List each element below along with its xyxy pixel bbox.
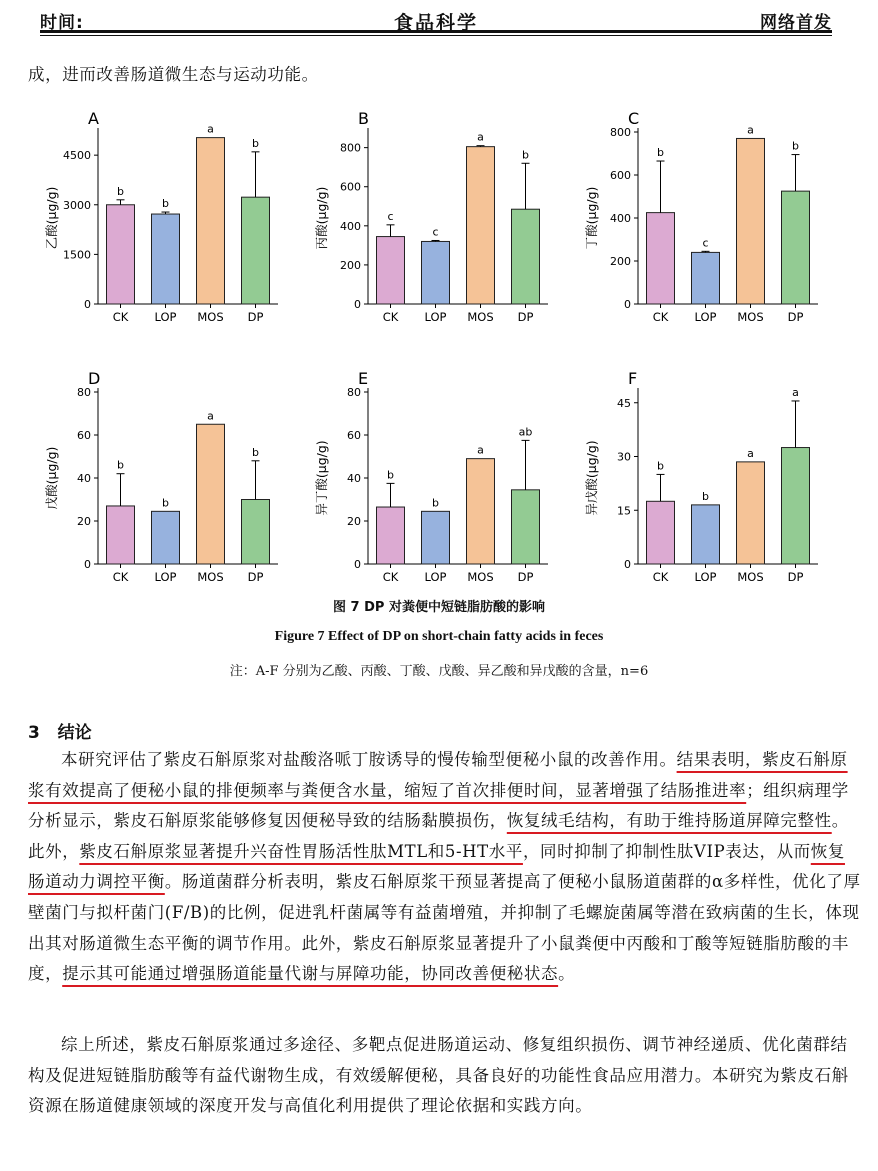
bar-lop [152,214,180,304]
x-tick-label: MOS [467,570,494,584]
y-tick-label: 0 [84,298,91,311]
p1-seg-9: 提示其可能通过增强肠道能量代谢与屏障功能，协同改善便秘状态 [62,964,559,984]
y-axis-label: 乙酸(μg/g) [44,186,59,250]
figure-note: 注：A-F 分别为乙酸、丙酸、丁酸、戊酸、异乙酸和异戊酸的含量，n=6 [229,664,649,679]
chart-c [580,110,830,325]
chart-b [310,110,560,325]
y-tick-label: 0 [624,558,631,571]
x-tick-label: MOS [737,570,764,584]
panel-letter: D [88,369,101,388]
y-tick-label: 20 [77,515,91,528]
significance-letter: b [387,468,394,482]
section-number: 3 [28,723,40,743]
header-online-first: 网络首发 [760,13,832,33]
x-tick-label: DP [517,310,534,324]
p1-seg-8: 。肠道菌群分析表明，紫皮石斛原浆干预显著提高了便秘小鼠肠道菌群的α多样性，优化了厚壁菌门与拟杆菌门(F/B)的比例，促进乳杆菌属等有益菌增殖，并抑制了毛螺旋菌属等潜在致病菌的生长，体现出其对肠道微生态平衡的调节作用。此外，紫皮石斛原浆显著提升了小鼠粪便中丙酸和丁酸等短链脂肪酸的丰度， [28,872,861,984]
p1-seg-1: 结果表明，紫皮石斛原浆有效提高了便秘小鼠的排便频率与粪便含水量，缩短了首次排便时间，显著增强了结肠推进率 [28,750,848,800]
journal-title: 食品科学 [393,12,479,34]
bar-lop [422,511,450,564]
section-heading [28,718,92,743]
y-axis-label: 异丁酸(μg/g) [314,440,329,516]
y-tick-label: 15 [617,504,631,518]
panel-letter: E [358,369,369,388]
significance-letter: b [162,496,169,510]
figure-panel-c [580,110,830,329]
panel-letter: C [628,109,640,128]
significance-letter: b [702,489,709,503]
y-tick-label: 600 [610,169,631,182]
significance-letter: a [207,409,214,423]
figure-panel-b [310,110,560,329]
bar-dp [782,191,810,304]
panel-letter: F [628,369,638,388]
significance-letter: c [702,236,709,250]
y-tick-label: 800 [610,126,631,139]
bar-mos [467,459,495,564]
x-tick-label: LOP [154,310,177,324]
y-tick-label: 0 [84,558,91,571]
y-tick-label: 60 [347,429,361,442]
x-tick-label: MOS [197,570,224,584]
panel-letter: B [358,109,369,128]
bar-dp [782,448,810,564]
significance-letter: c [387,209,394,223]
x-tick-label: MOS [197,310,224,324]
significance-letter: b [522,148,529,162]
p1-seg-2: ；组织病理学分析显示，紫皮石斛原浆能够修复因便秘导致的结肠黏膜损伤， [28,780,849,831]
x-tick-label: MOS [467,310,494,324]
x-tick-label: DP [247,310,264,324]
x-tick-label: LOP [694,570,717,584]
x-tick-label: LOP [424,310,447,324]
x-tick-label: CK [652,310,669,324]
significance-letter: b [117,184,124,198]
y-tick-label: 1500 [63,248,91,262]
y-axis-label: 丁酸(μg/g) [584,186,599,250]
significance-letter: b [657,459,664,473]
x-tick-label: CK [382,570,399,584]
x-tick-label: LOP [154,570,177,584]
y-tick-label: 80 [77,386,91,399]
bar-dp [242,197,270,304]
significance-letter: a [747,446,754,460]
y-axis-label: 异戊酸(μg/g) [584,440,599,516]
figure-panel-a [40,110,290,329]
significance-letter: a [477,130,484,144]
x-tick-label: DP [787,570,804,584]
y-tick-label: 0 [354,298,361,311]
bar-lop [422,241,450,304]
y-tick-label: 400 [610,212,631,225]
x-tick-label: LOP [424,570,447,584]
bar-dp [512,209,540,304]
bar-ck [647,213,675,304]
bar-ck [107,506,135,564]
bar-mos [467,147,495,304]
figure-caption-cn: 图 7 DP 对粪便中短链脂肪酸的影响 [333,600,545,615]
intro-line: 成，进而改善肠道微生态与运动功能。 [28,65,319,84]
y-tick-label: 60 [77,429,91,442]
y-tick-label: 20 [347,515,361,528]
p1-seg-10: 。 [558,964,576,984]
conclusion-paragraph-1 [28,745,862,990]
y-tick-label: 200 [610,255,631,268]
y-tick-label: 600 [340,180,361,194]
y-tick-label: 800 [340,141,361,155]
figure-panel-f [580,370,830,589]
x-tick-label: DP [787,310,804,324]
y-tick-label: 40 [347,472,361,485]
header-rule-thin [40,35,832,36]
p1-seg-5: 紫皮石斛原浆显著提升兴奋性胃肠活性肽MTL和5-HT水平 [79,841,523,861]
figure-caption-en: Figure 7 Effect of DP on short-chain fatty acids in feces [274,629,604,644]
y-tick-label: 80 [347,386,361,399]
bar-mos [197,138,225,304]
significance-letter: a [207,122,214,136]
x-tick-label: LOP [694,310,717,324]
figure-panel-e [310,370,560,589]
bar-mos [737,138,765,304]
significance-letter: a [792,385,799,399]
y-tick-label: 30 [617,450,631,464]
bar-dp [242,500,270,565]
significance-letter: b [252,136,259,150]
x-tick-label: DP [517,570,534,584]
conclusion-paragraph-2: 综上所述，紫皮石斛原浆通过多途径、多靶点促进肠道运动、修复组织损伤、调节神经递质、优化菌群结构及促进短链脂肪酸等有益代谢物生成，有效缓解便秘，具备良好的功能性食品应用潜力。本研究为紫皮石斛资源在肠道健康领域的深度开发与高值化利用提供了理论依据和实践方向。 [28,1035,849,1116]
y-tick-label: 3000 [63,198,91,212]
chart-d [40,370,290,585]
significance-letter: c [432,225,439,239]
p1-seg-0: 本研究评估了紫皮石斛原浆对盐酸洛哌丁胺诱导的慢传输型便秘小鼠的改善作用。 [61,750,677,769]
y-axis-label: 丙酸(μg/g) [314,186,329,250]
y-tick-label: 400 [340,219,361,233]
x-tick-label: CK [382,310,399,324]
bar-dp [512,490,540,564]
p1-seg-6: ，同时抑制了抑制性肽VIP表达，从而 [522,841,811,861]
bar-mos [197,424,225,564]
y-tick-label: 0 [354,558,361,571]
figure-panel-d [40,370,290,589]
x-tick-label: CK [112,310,129,324]
y-axis-label: 戊酸(μg/g) [44,446,59,510]
y-tick-label: 45 [617,396,631,410]
bar-ck [647,501,675,564]
bar-ck [377,507,405,564]
significance-letter: b [117,458,124,472]
chart-e [310,370,560,585]
chart-f [580,370,830,585]
header-rule-thick [40,30,832,33]
significance-letter: a [477,443,484,457]
significance-letter: b [792,139,799,153]
y-tick-label: 0 [624,298,631,311]
significance-letter: b [657,146,664,160]
bar-ck [107,205,135,304]
x-tick-label: MOS [737,310,764,324]
significance-letter: b [252,445,259,459]
panel-letter: A [88,109,99,128]
bar-lop [152,511,180,564]
bar-lop [692,505,720,564]
significance-letter: ab [518,425,533,439]
y-tick-label: 200 [340,258,361,272]
p1-seg-3: 恢复绒毛结构，有助于维持肠道屏障完整性 [506,811,832,831]
significance-letter: b [162,197,169,211]
section-title: 结论 [57,723,92,743]
bar-mos [737,462,765,564]
y-tick-label: 4500 [63,149,91,163]
p1-seg-7: 恢复肠道动力调控平衡 [28,841,845,892]
bar-lop [692,252,720,304]
p1-seg-4: 。此外， [28,811,849,861]
significance-letter: a [747,123,754,137]
x-tick-label: DP [247,570,264,584]
chart-a [40,110,290,325]
x-tick-label: CK [112,570,129,584]
bar-ck [377,237,405,304]
y-tick-label: 40 [77,472,91,485]
header-time-label: 时间: [40,13,84,33]
significance-letter: b [432,496,439,510]
x-tick-label: CK [652,570,669,584]
